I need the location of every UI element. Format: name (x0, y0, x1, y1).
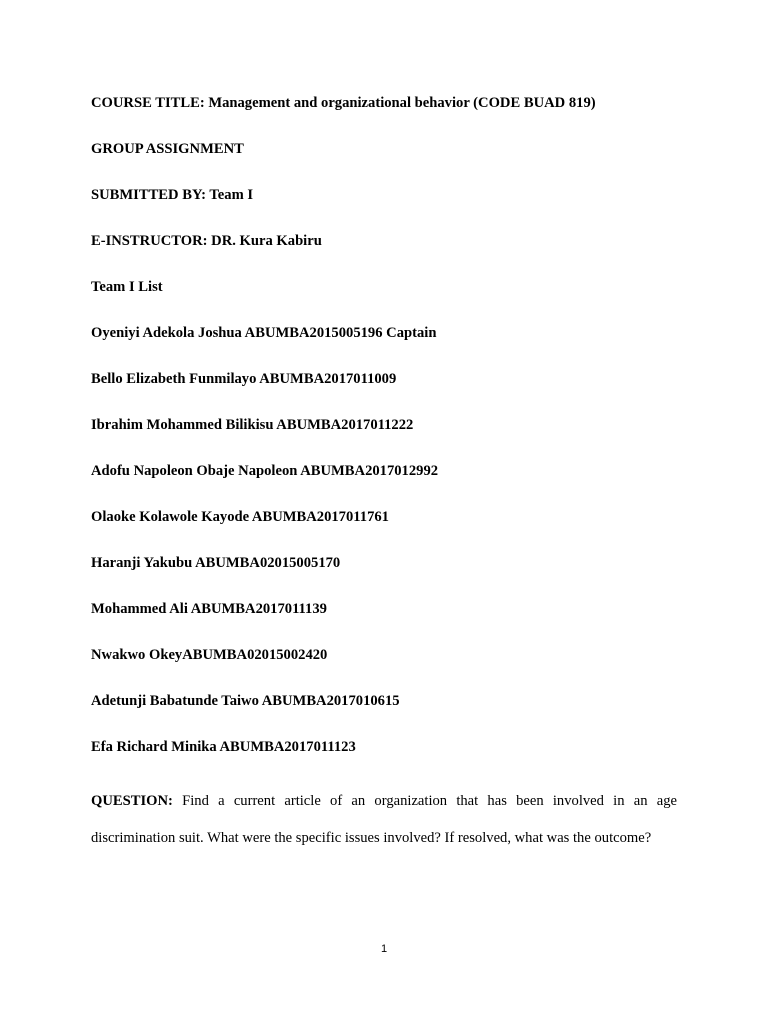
instructor: E-INSTRUCTOR: DR. Kura Kabiru (91, 233, 322, 249)
assignment-type: GROUP ASSIGNMENT (91, 141, 244, 157)
question-label: QUESTION: (91, 793, 173, 809)
submitted-by: SUBMITTED BY: Team I (91, 187, 254, 203)
team-member: Oyeniyi Adekola Joshua ABUMBA2015005196 Captain (91, 325, 437, 341)
team-member: Ibrahim Mohammed Bilikisu ABUMBA2017011222 (91, 417, 414, 433)
team-member: Bello Elizabeth Funmilayo ABUMBA2017011009 (91, 371, 397, 387)
team-member: Adofu Napoleon Obaje Napoleon ABUMBA2017012992 (91, 463, 439, 479)
team-member: Nwakwo OkeyABUMBA02015002420 (91, 647, 328, 663)
team-member: Adetunji Babatunde Taiwo ABUMBA2017010615 (91, 693, 400, 709)
team-list-heading: Team I List (91, 279, 163, 295)
team-member: Mohammed Ali ABUMBA2017011139 (91, 601, 327, 617)
course-title: COURSE TITLE: Management and organizational behavior (CODE BUAD 819) (91, 95, 596, 111)
team-member: Efa Richard Minika ABUMBA2017011123 (91, 739, 356, 755)
team-member: Olaoke Kolawole Kayode ABUMBA2017011761 (91, 509, 389, 525)
question-text: Find a current article of an organization that has been involved in an age discrimination suit. What were the specific issues involved? If resolved, what was the outcome? (91, 793, 677, 846)
page-number: 1 (380, 943, 388, 955)
team-member: Haranji Yakubu ABUMBA02015005170 (91, 555, 341, 571)
question-paragraph (91, 783, 677, 856)
